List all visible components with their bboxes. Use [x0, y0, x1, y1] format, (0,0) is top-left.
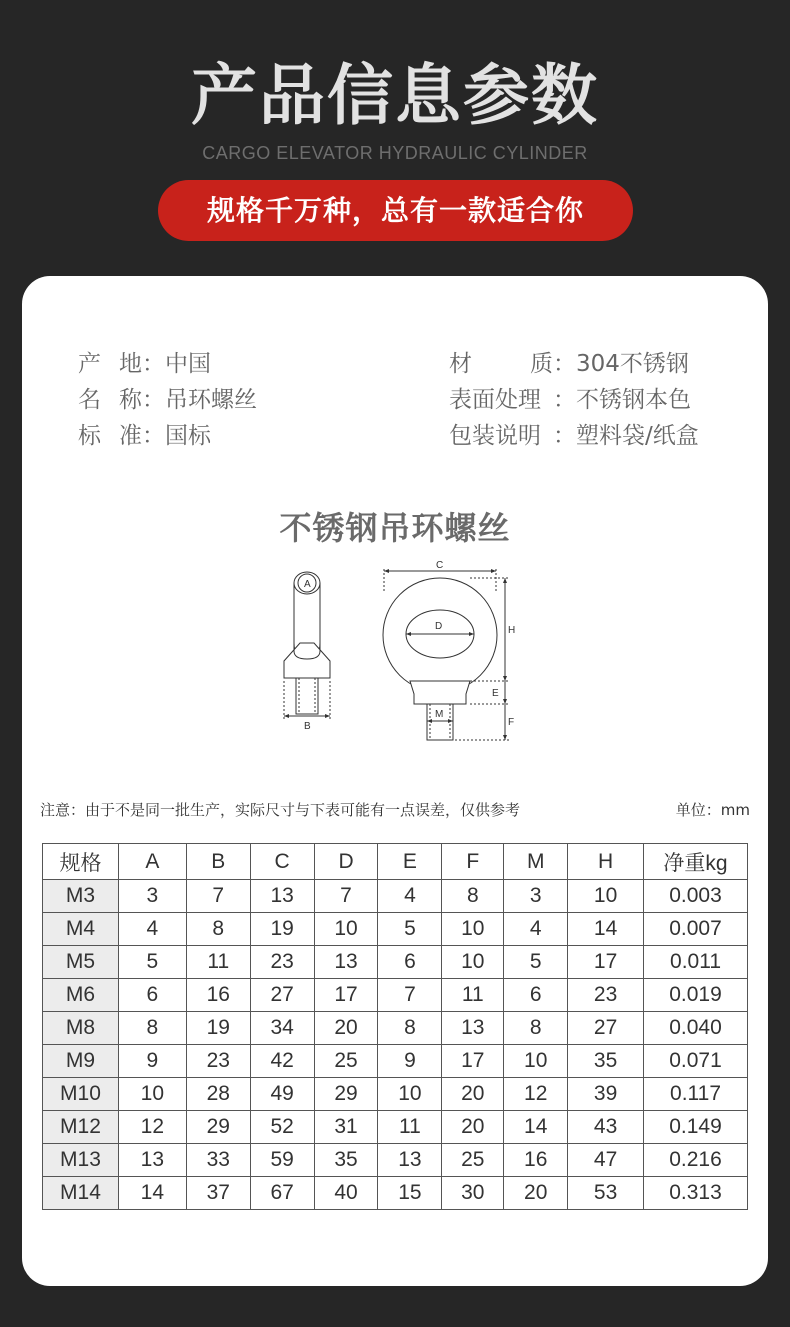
info-name [78, 382, 257, 418]
value-cell: 17 [442, 1045, 504, 1078]
dim-arrow [503, 735, 507, 740]
value-cell: 0.019 [644, 979, 748, 1012]
table-row [43, 1078, 748, 1111]
value-cell: 39 [568, 1078, 644, 1111]
table-row [43, 946, 748, 979]
value-cell: 8 [186, 913, 250, 946]
value-cell: 10 [442, 913, 504, 946]
value-cell: 6 [378, 946, 442, 979]
value-cell: 9 [118, 1045, 186, 1078]
table-row [43, 880, 748, 913]
value-cell: 0.040 [644, 1012, 748, 1045]
value-cell: 28 [186, 1078, 250, 1111]
info-origin [78, 346, 257, 382]
value-cell: 15 [378, 1177, 442, 1210]
value-cell: 34 [250, 1012, 314, 1045]
value-cell: 5 [504, 946, 568, 979]
value-cell: 9 [378, 1045, 442, 1078]
slogan-banner: 规格千万种，总有一款适合你 [158, 180, 633, 241]
table-row [43, 1012, 748, 1045]
dim-e-label: E [492, 688, 499, 699]
table-row [43, 979, 748, 1012]
spec-table [42, 843, 748, 1210]
value-cell: 11 [186, 946, 250, 979]
colon: ： [142, 387, 165, 413]
dim-c-label: C [436, 561, 444, 571]
value-cell: 10 [314, 913, 378, 946]
value-cell: 33 [186, 1144, 250, 1177]
side-view [284, 572, 330, 732]
value-cell: 25 [442, 1144, 504, 1177]
value-cell: 35 [568, 1045, 644, 1078]
header-cell: E [378, 844, 442, 880]
standard-label: 标 准 [78, 423, 142, 449]
dim-h-label: H [508, 625, 516, 636]
value-cell: 6 [118, 979, 186, 1012]
value-cell: 10 [118, 1078, 186, 1111]
value-cell: 3 [504, 880, 568, 913]
value-cell: 13 [442, 1012, 504, 1045]
info-standard [78, 418, 257, 454]
info-card [22, 276, 768, 1286]
dim-arrow [325, 714, 330, 718]
colon: ： [142, 351, 165, 377]
value-cell: 23 [250, 946, 314, 979]
value-cell: 3 [118, 880, 186, 913]
origin-value: 中国 [165, 351, 211, 377]
page-title: 产品信息参数 [191, 57, 599, 134]
value-cell: 31 [314, 1111, 378, 1144]
value-cell: 19 [186, 1012, 250, 1045]
dim-arrow [503, 676, 507, 681]
origin-label: 产 地 [78, 351, 142, 377]
value-cell: 0.003 [644, 880, 748, 913]
value-cell: 11 [442, 979, 504, 1012]
header-cell: H [568, 844, 644, 880]
material-label: 材 质 [449, 351, 553, 377]
header-cell: A [118, 844, 186, 880]
name-value: 吊环螺丝 [165, 387, 257, 413]
value-cell: 67 [250, 1177, 314, 1210]
colon: ： [553, 387, 576, 413]
value-cell: 42 [250, 1045, 314, 1078]
value-cell: 35 [314, 1144, 378, 1177]
eye-bolt-diagram [270, 561, 520, 771]
value-cell: 37 [186, 1177, 250, 1210]
value-cell: 23 [568, 979, 644, 1012]
value-cell: 29 [186, 1111, 250, 1144]
value-cell: 10 [442, 946, 504, 979]
value-cell: 0.071 [644, 1045, 748, 1078]
side-collar [284, 643, 330, 678]
value-cell: 27 [568, 1012, 644, 1045]
dim-arrow [503, 699, 507, 704]
surface-value: 不锈钢本色 [576, 387, 691, 413]
info-surface [449, 382, 699, 418]
standard-value: 国标 [165, 423, 211, 449]
header-cell: D [314, 844, 378, 880]
info-left-column [78, 346, 257, 454]
value-cell: 13 [118, 1144, 186, 1177]
colon: ： [553, 423, 576, 449]
value-cell: 7 [378, 979, 442, 1012]
value-cell: 20 [442, 1078, 504, 1111]
header-cell: F [442, 844, 504, 880]
name-label: 名 称 [78, 387, 142, 413]
value-cell: 6 [504, 979, 568, 1012]
value-cell: 25 [314, 1045, 378, 1078]
value-cell: 29 [314, 1078, 378, 1111]
header-cell: M [504, 844, 568, 880]
spec-cell: M9 [43, 1045, 119, 1078]
product-title: 不锈钢吊环螺丝 [279, 509, 511, 547]
info-package [449, 418, 699, 454]
value-cell: 14 [568, 913, 644, 946]
value-cell: 0.011 [644, 946, 748, 979]
front-ring-outer [383, 578, 497, 692]
value-cell: 8 [118, 1012, 186, 1045]
value-cell: 7 [314, 880, 378, 913]
value-cell: 0.149 [644, 1111, 748, 1144]
value-cell: 13 [250, 880, 314, 913]
value-cell: 0.216 [644, 1144, 748, 1177]
table-row [43, 1144, 748, 1177]
page-subtitle: CARGO ELEVATOR HYDRAULIC CYLINDER [202, 143, 588, 163]
value-cell: 14 [118, 1177, 186, 1210]
spec-cell: M6 [43, 979, 119, 1012]
spec-cell: M10 [43, 1078, 119, 1111]
value-cell: 47 [568, 1144, 644, 1177]
value-cell: 20 [504, 1177, 568, 1210]
value-cell: 12 [118, 1111, 186, 1144]
value-cell: 0.117 [644, 1078, 748, 1111]
value-cell: 10 [504, 1045, 568, 1078]
spec-cell: M3 [43, 880, 119, 913]
header-cell: 净重kg [644, 844, 748, 880]
header-cell: 规格 [43, 844, 119, 880]
dim-a-label: A [304, 579, 311, 590]
dim-m-label: M [435, 709, 444, 720]
value-cell: 8 [442, 880, 504, 913]
unit-label: 单位：mm [675, 801, 750, 819]
value-cell: 4 [504, 913, 568, 946]
package-value: 塑料袋/纸盒 [576, 423, 699, 449]
spec-cell: M8 [43, 1012, 119, 1045]
value-cell: 14 [504, 1111, 568, 1144]
surface-label: 表面处理 [449, 387, 541, 413]
table-row [43, 1111, 748, 1144]
value-cell: 0.313 [644, 1177, 748, 1210]
value-cell: 13 [314, 946, 378, 979]
value-cell: 43 [568, 1111, 644, 1144]
table-header-row [43, 844, 748, 880]
value-cell: 16 [504, 1144, 568, 1177]
header-cell: C [250, 844, 314, 880]
dim-f-label: F [508, 717, 515, 728]
value-cell: 49 [250, 1078, 314, 1111]
value-cell: 10 [568, 880, 644, 913]
value-cell: 13 [378, 1144, 442, 1177]
dim-arrow [491, 569, 496, 573]
value-cell: 16 [186, 979, 250, 1012]
dim-arrow [284, 714, 289, 718]
value-cell: 52 [250, 1111, 314, 1144]
value-cell: 53 [568, 1177, 644, 1210]
value-cell: 5 [378, 913, 442, 946]
info-right-column [449, 346, 699, 454]
header-cell: B [186, 844, 250, 880]
table-row [43, 1045, 748, 1078]
dim-b-label: B [304, 721, 311, 732]
disclaimer-note: 注意：由于不是同一批生产，实际尺寸与下表可能有一点误差，仅供参考 [40, 801, 521, 819]
value-cell: 40 [314, 1177, 378, 1210]
value-cell: 17 [568, 946, 644, 979]
colon: ： [553, 351, 576, 377]
table-row [43, 913, 748, 946]
value-cell: 17 [314, 979, 378, 1012]
spec-cell: M5 [43, 946, 119, 979]
material-value: 304不锈钢 [576, 351, 689, 377]
value-cell: 20 [442, 1111, 504, 1144]
value-cell: 5 [118, 946, 186, 979]
value-cell: 23 [186, 1045, 250, 1078]
value-cell: 7 [186, 880, 250, 913]
spec-cell: M12 [43, 1111, 119, 1144]
package-label: 包装说明 [449, 423, 541, 449]
dim-arrow [503, 578, 507, 583]
value-cell: 12 [504, 1078, 568, 1111]
spec-cell: M14 [43, 1177, 119, 1210]
value-cell: 0.007 [644, 913, 748, 946]
value-cell: 4 [118, 913, 186, 946]
front-collar [410, 681, 470, 704]
value-cell: 30 [442, 1177, 504, 1210]
colon: ： [142, 423, 165, 449]
value-cell: 27 [250, 979, 314, 1012]
info-material [449, 346, 699, 382]
dim-arrow [384, 569, 389, 573]
value-cell: 20 [314, 1012, 378, 1045]
value-cell: 59 [250, 1144, 314, 1177]
spec-cell: M13 [43, 1144, 119, 1177]
spec-cell: M4 [43, 913, 119, 946]
value-cell: 8 [378, 1012, 442, 1045]
value-cell: 4 [378, 880, 442, 913]
value-cell: 19 [250, 913, 314, 946]
value-cell: 8 [504, 1012, 568, 1045]
value-cell: 10 [378, 1078, 442, 1111]
table-row [43, 1177, 748, 1210]
dim-d-label: D [435, 621, 443, 632]
value-cell: 11 [378, 1111, 442, 1144]
front-view [383, 561, 515, 740]
